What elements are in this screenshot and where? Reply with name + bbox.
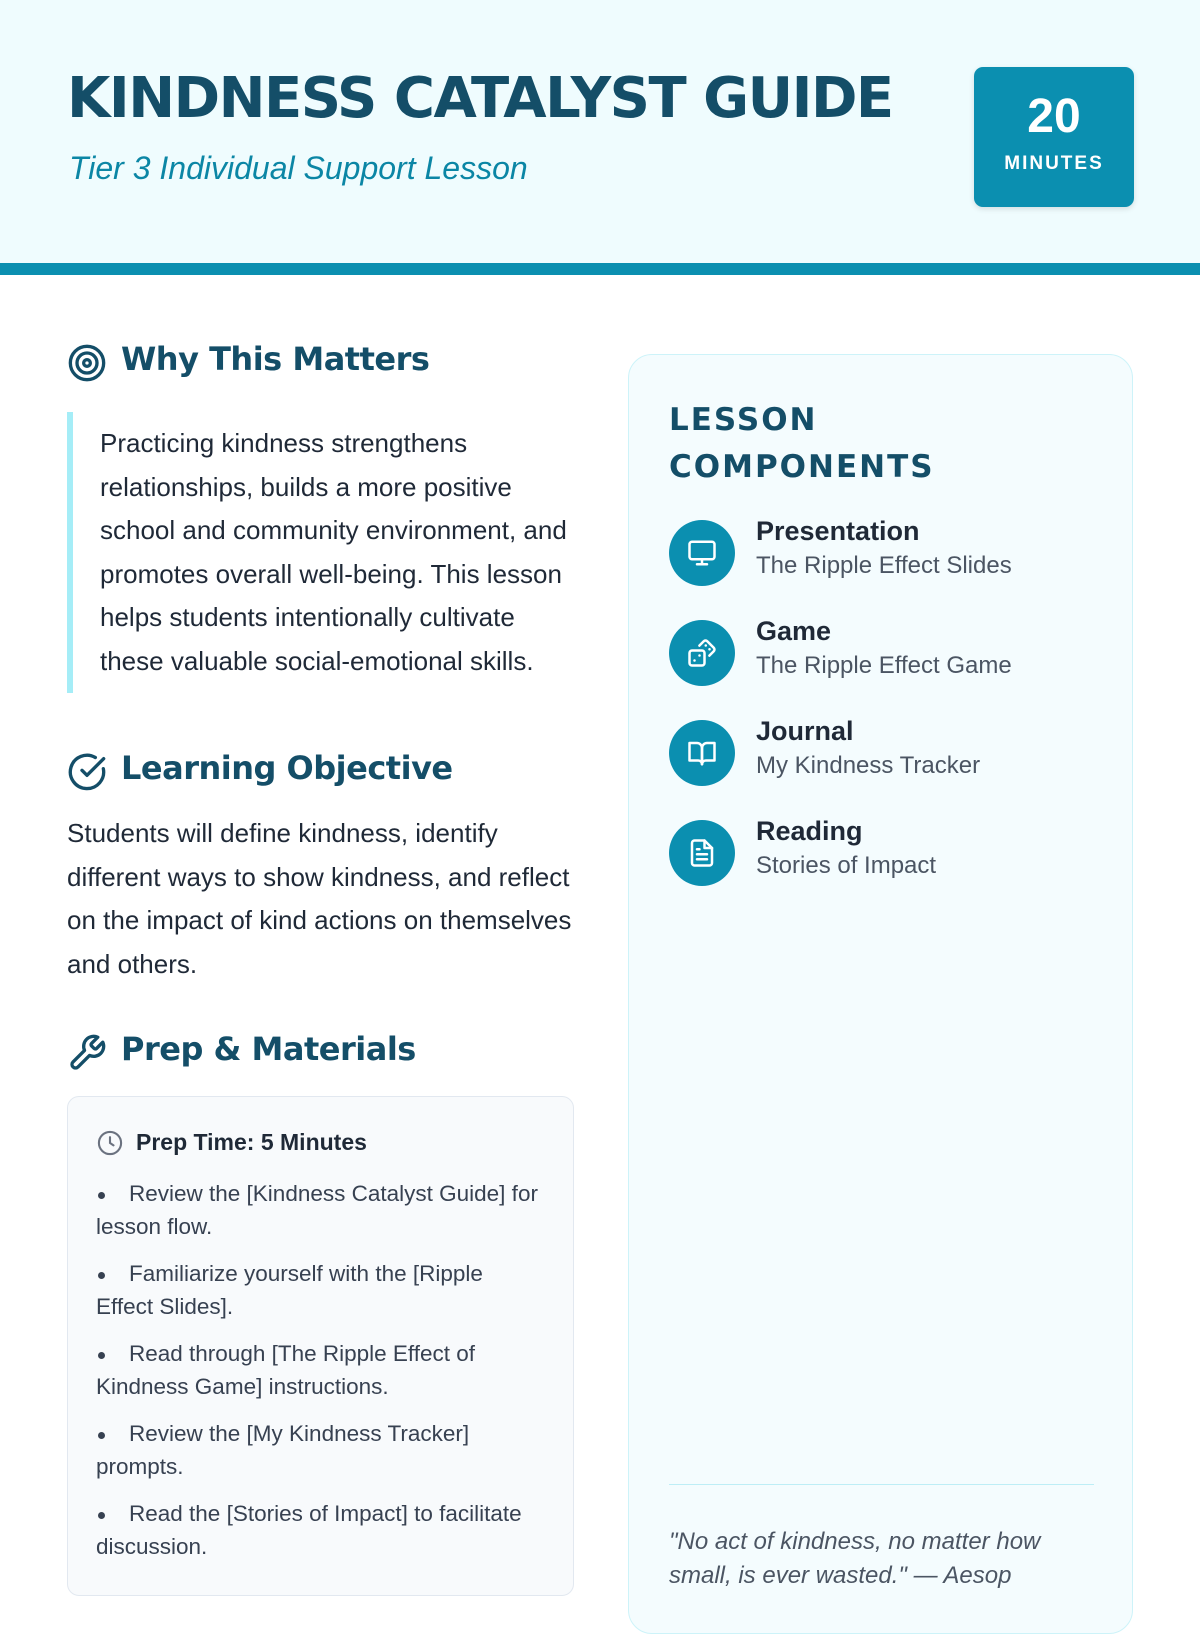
component-desc: Stories of Impact bbox=[756, 852, 937, 879]
list-item: Review the [Kindness Catalyst Guide] for lesson flow. bbox=[96, 1177, 545, 1243]
prep-box bbox=[67, 1096, 574, 1596]
why-text: Practicing kindness strengthens relationships, builds a more positive school and community environment, and promotes overall well-being. This lesson helps students intentionally cultivate these valuable social-emotional skills. bbox=[67, 412, 574, 693]
page-title: KINDNESS CATALYST GUIDE bbox=[67, 66, 893, 131]
duration-value: 20 bbox=[1027, 90, 1081, 143]
component-desc: The Ripple Effect Slides bbox=[756, 552, 1012, 579]
objective-title: Learning Objective bbox=[121, 749, 453, 787]
clock-icon bbox=[96, 1129, 124, 1157]
why-title: Why This Matters bbox=[121, 340, 430, 378]
component-icon-badge bbox=[669, 520, 735, 586]
component-desc: My Kindness Tracker bbox=[756, 752, 981, 779]
page-subtitle: Tier 3 Individual Support Lesson bbox=[69, 150, 528, 186]
objective-text: Students will define kindness, identify different ways to show kindness, and reflect on the impact of kind actions on themselves and others. bbox=[67, 818, 572, 979]
component-name: Reading bbox=[756, 816, 863, 846]
prep-title: Prep & Materials bbox=[121, 1030, 416, 1068]
duration-unit: MINUTES bbox=[1004, 153, 1104, 174]
dice-icon bbox=[687, 638, 717, 668]
objective-heading bbox=[67, 749, 574, 799]
component-game bbox=[669, 616, 1099, 720]
prep-section bbox=[67, 1030, 574, 1596]
list-item: Read the [Stories of Impact] to facilitate discussion. bbox=[96, 1497, 545, 1563]
book-open-icon bbox=[687, 738, 717, 768]
lesson-components-card bbox=[628, 354, 1133, 1634]
component-name: Journal bbox=[756, 716, 854, 746]
page-header bbox=[0, 0, 1200, 275]
objective-section bbox=[67, 749, 574, 986]
check-circle-icon bbox=[67, 752, 107, 792]
list-item: Review the [My Kindness Tracker] prompts. bbox=[96, 1417, 545, 1483]
component-icon-badge bbox=[669, 720, 735, 786]
duration-badge bbox=[974, 67, 1134, 207]
prep-heading bbox=[67, 1030, 574, 1080]
monitor-icon bbox=[687, 538, 717, 568]
component-name: Presentation bbox=[756, 516, 920, 546]
component-name: Game bbox=[756, 616, 832, 646]
quote-divider bbox=[669, 1484, 1094, 1485]
wrench-icon bbox=[67, 1033, 107, 1073]
component-icon-badge bbox=[669, 620, 735, 686]
components-title: LESSON COMPONENTS bbox=[669, 402, 935, 485]
component-desc: The Ripple Effect Game bbox=[756, 652, 1012, 679]
prep-list bbox=[96, 1177, 545, 1563]
document-icon bbox=[687, 838, 717, 868]
prep-time-label: Prep Time: 5 Minutes bbox=[136, 1129, 367, 1155]
components-list bbox=[669, 516, 1099, 920]
why-heading bbox=[67, 340, 574, 390]
target-icon bbox=[67, 343, 107, 383]
list-item: Read through [The Ripple Effect of Kindness Game] instructions. bbox=[96, 1337, 545, 1403]
closing-quote: "No act of kindness, no matter how small, is ever wasted." — Aesop bbox=[669, 1528, 1041, 1589]
component-journal bbox=[669, 716, 1099, 820]
left-column bbox=[67, 340, 574, 1596]
list-item: Familiarize yourself with the [Ripple Effect Slides]. bbox=[96, 1257, 545, 1323]
component-presentation bbox=[669, 516, 1099, 620]
component-reading bbox=[669, 816, 1099, 920]
prep-time bbox=[96, 1123, 545, 1163]
component-icon-badge bbox=[669, 820, 735, 886]
